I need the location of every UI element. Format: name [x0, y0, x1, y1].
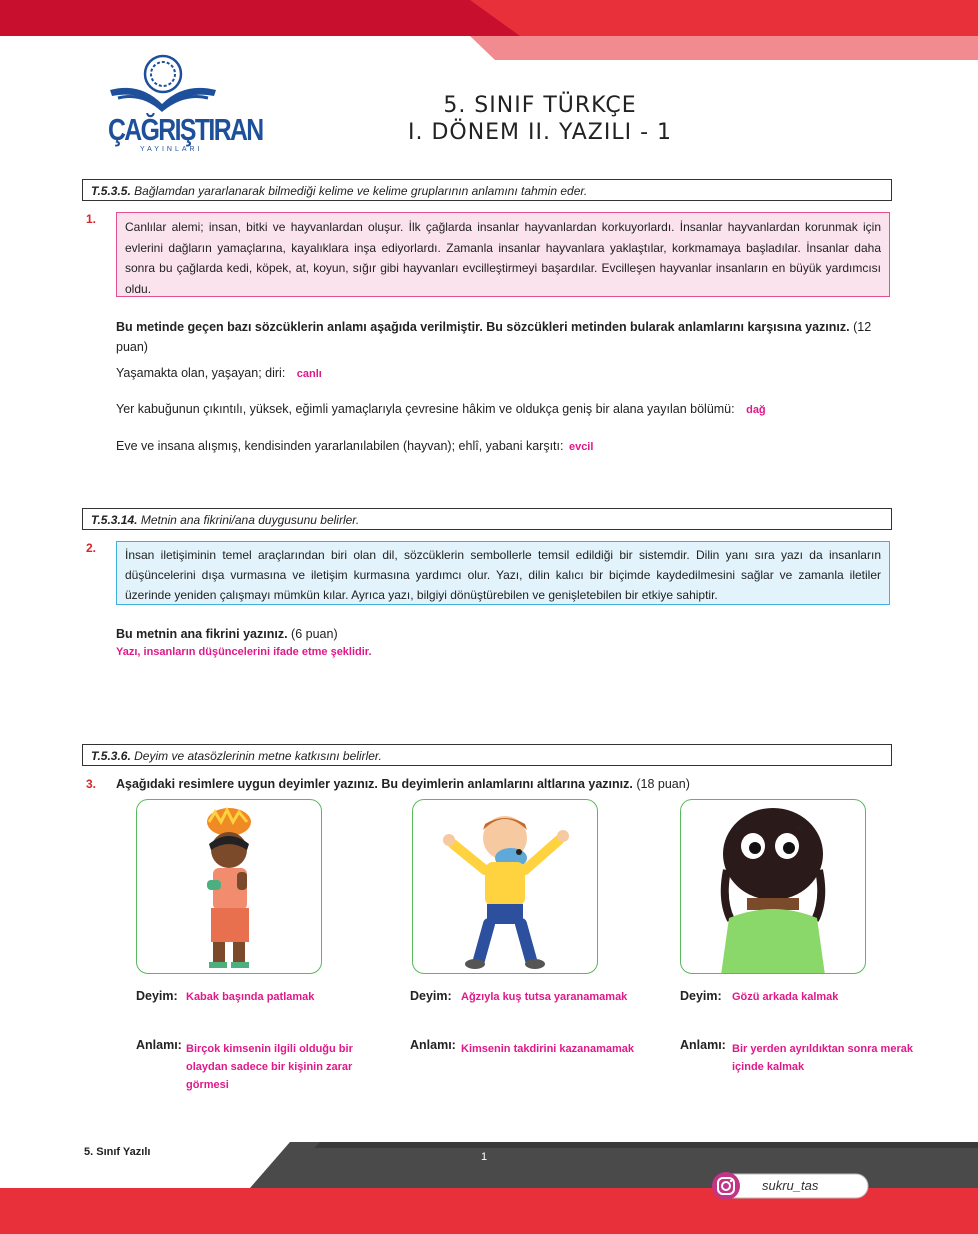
logo-text: ÇAĞRIŞTIRAN [108, 112, 263, 147]
item-2-definition: Yer kabuğunun çıkıntılı, yüksek, eğimli yamaçlarıyla çevresine hâkim ve oldukça geniş bir alana yayılan bölümü: [116, 402, 735, 416]
question-1-text: Bu metinde geçen bazı sözcüklerin anlamı aşağıda verilmiştir. Bu sözcükleri metinden bularak anlamlarını karşısına yazınız. [116, 320, 850, 334]
question-1-number: 1. [86, 212, 97, 226]
objective-1-code: T.5.3.5. [91, 184, 131, 198]
question-1-prompt [116, 317, 892, 357]
item-2 [116, 399, 766, 420]
question-2-answer: Yazı, insanların düşüncelerini ifade etme şeklidir. [116, 646, 372, 658]
passage-2: İnsan iletişiminin temel araçlarından biri olan dil, sözcüklerin sembollerle temsil edildiği bir sistemdir. Dilin yanı sıra yazı da insanların düşüncelerini dışa vurmasına ve iletişim kurmasına yardımcı olur. Yazı, dilin kalıcı bir biçimde kaydedilmesini sağlar ve zamanla iletiler üzerinde yeniden çalışmayı mümkün kılar. Ayrıca yazı, bilgiyi dönüştürebilen ve genişletebilen bir etkiye sahiptir. [116, 541, 890, 605]
page-number: 1 [481, 1151, 488, 1163]
objective-3-text: Deyim ve atasözlerinin metne katkısını belirler. [134, 749, 382, 763]
anlami-answer-3: Bir yerden ayrıldıktan sonra merak içinde kalmak [732, 1043, 913, 1073]
item-2-answer: dağ [746, 404, 766, 416]
anlami-label-2: Anlamı: [410, 1038, 456, 1052]
question-2-number: 2. [86, 541, 97, 555]
question-2-prompt [116, 624, 338, 644]
looking-back-girl-drawing [681, 800, 866, 974]
passage-1: Canlılar alemi; insan, bitki ve hayvanlardan oluşur. İlk çağlarda insanlar hayvanlardan korkuyorlardı. İnsanlar hayvanlardan korunmak için evlerini dağların yamaçlarına, kayalıklara inşa ediyorlardı. Zamanla insanlar hayvanlara yaklaştılar, korkmamaya başladılar. İnsanlar daha sonra bu çağlarda kedi, köpek, at, koyun, sığır gibi hayvanları evcilleştirmeyi başardılar. Evcilleşen hayvanlar insanların en büyük yardımcısı oldu. [116, 212, 890, 297]
question-1-points: (12 puan) [116, 320, 872, 354]
question-3-text: Aşağıdaki resimlere uygun deyimler yazınız. Bu deyimlerin anlamlarını altlarına yazınız. [116, 777, 633, 791]
instagram-badge[interactable] [710, 1172, 870, 1200]
illustration-boy-bird [412, 799, 598, 974]
objective-3-code: T.5.3.6. [91, 749, 131, 763]
deyim-answer-3: Gözü arkada kalmak [732, 991, 839, 1003]
question-3-number: 3. [86, 777, 97, 791]
bird-boy-drawing [413, 800, 598, 974]
title-line-2: I. DÖNEM II. YAZILI - 1 [407, 120, 673, 145]
top-banner-shadow [470, 36, 978, 60]
question-2-text: Bu metnin ana fikrini yazınız. [116, 627, 288, 641]
question-3-points: (18 puan) [636, 777, 690, 791]
logo-subtitle: YAYINLARI [140, 146, 203, 153]
question-3-prompt [116, 774, 690, 794]
question-2-points: (6 puan) [291, 627, 338, 641]
deyim-answer-2: Ağzıyla kuş tutsa yaranamamak [461, 991, 628, 1003]
top-banner [0, 0, 978, 36]
instagram-handle: sukru_tas [762, 1178, 819, 1193]
objective-1 [82, 179, 892, 201]
page-title [380, 92, 700, 146]
anlami-answer-2: Kimsenin takdirini kazanamamak [461, 1043, 635, 1055]
objective-3 [82, 744, 892, 766]
title-line-1: 5. SINIF TÜRKÇE [443, 93, 637, 118]
objective-1-text: Bağlamdan yararlanarak bilmediği kelime ve kelime gruplarının anlamını tahmin eder. [134, 184, 588, 198]
anlami-label-1: Anlamı: [136, 1038, 182, 1052]
pumpkin-boy-drawing [137, 800, 322, 974]
anlami-answer-1: Birçok kimsenin ilgili olduğu bir olaydan sadece bir kişinin zarar görmesi [186, 1043, 353, 1091]
illustration-girl-looking-back [680, 799, 866, 974]
item-3-definition: Eve ve insana alışmış, kendisinden yararlanılabilen (hayvan); ehlî, yabani karşıtı: [116, 439, 564, 453]
deyim-label-2: Deyim: [410, 989, 452, 1003]
deyim-answer-1: Kabak başında patlamak [186, 991, 315, 1003]
objective-2-text: Metnin ana fikrini/ana duygusunu belirler. [140, 513, 360, 527]
deyim-label-3: Deyim: [680, 989, 722, 1003]
item-3-answer: evcil [568, 441, 594, 453]
illustration-boy-pumpkin [136, 799, 322, 974]
item-1 [116, 363, 322, 384]
item-1-definition: Yaşamakta olan, yaşayan; diri: [116, 366, 286, 380]
item-3 [116, 436, 593, 457]
footer-label: 5. Sınıf Yazılı [84, 1146, 151, 1158]
item-1-answer: canlı [296, 368, 322, 380]
anlami-label-3: Anlamı: [680, 1038, 726, 1052]
deyim-label-1: Deyim: [136, 989, 178, 1003]
objective-2-code: T.5.3.14. [91, 513, 138, 527]
objective-2 [82, 508, 892, 530]
